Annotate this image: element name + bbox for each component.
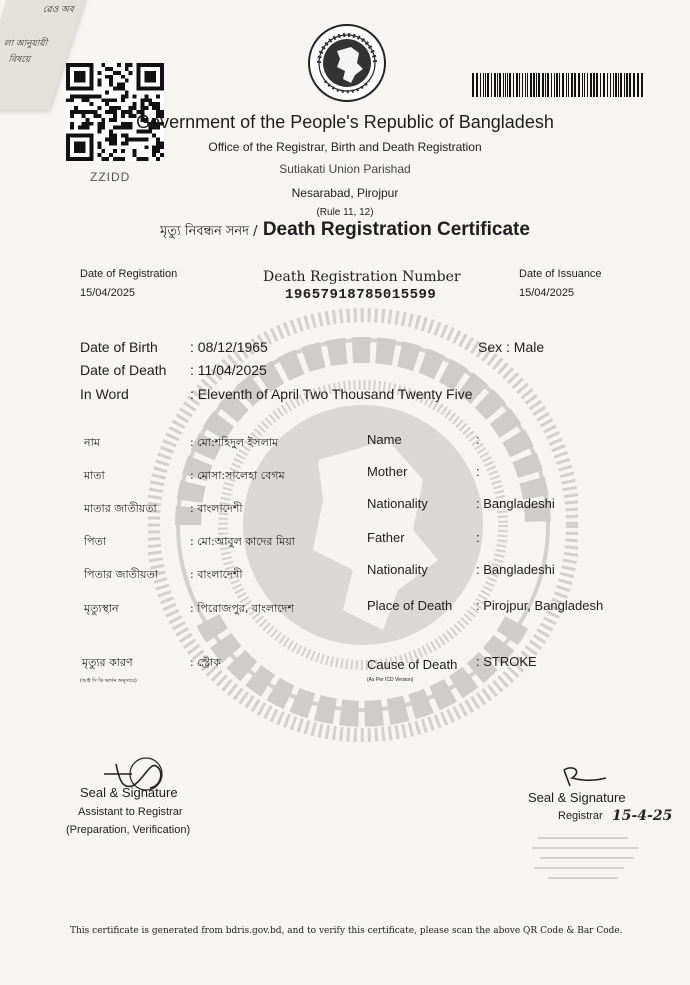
field-bn-value: : মো:শহিদুল ইসলাম [190, 436, 279, 449]
handwritten-date: 15-4-25 [612, 808, 673, 824]
fold-text: লা আনুযায়ী [2, 38, 50, 48]
date-of-death-value: : 11/04/2025 [190, 362, 267, 378]
field-en-label: Name [367, 432, 402, 447]
certificate-title-en: Death Registration Certificate [262, 219, 530, 240]
date-of-issuance-value: 15/04/2025 [519, 287, 575, 299]
cause-bn-value: : স্ট্রোক [190, 656, 221, 669]
date-of-death-label: Date of Death [80, 362, 167, 378]
field-en-value: : Bangladeshi [476, 496, 555, 511]
fold-text: বিষয়ে [7, 54, 33, 64]
registration-number-label: Death Registration Number [263, 269, 461, 285]
date-of-registration-label: Date of Registration [80, 268, 178, 280]
field-en-label: Nationality [367, 496, 428, 511]
rule-reference: (Rule 11, 12) [316, 207, 374, 218]
field-en-value: : Bangladeshi [476, 562, 555, 577]
field-bn-value: : মো:আবুল কাদের মিয়া [190, 535, 295, 548]
cause-en-value: : STROKE [476, 654, 537, 669]
certificate-title [40, 219, 650, 243]
field-bn-value: : পিরোজপুর, বাংলাদেশ [190, 602, 294, 615]
faded-stamp-icon [528, 832, 648, 884]
fold-text: ৱেও অব [42, 4, 77, 14]
registration-number-value: 19657918785015599 [285, 287, 437, 303]
field-en-label: Place of Death [367, 598, 453, 613]
left-seal-role: Assistant to Registrar [78, 806, 183, 818]
field-bn-label: পিতা [84, 535, 107, 548]
government-title: Government of the People's Republic of Bangladesh [136, 112, 554, 132]
field-en-label: Nationality [367, 562, 428, 577]
cause-bn-label: মৃত্যুর কারণ [82, 656, 133, 669]
qr-caption: ZZIDD [90, 170, 131, 184]
field-bn-value: : বাংলাদেশী [190, 568, 243, 581]
field-bn-value: : বাংলাদেশী [190, 502, 243, 515]
government-seal-icon [307, 23, 387, 103]
barcode-icon[interactable] [472, 73, 644, 97]
sex-value: Sex : Male [478, 339, 545, 355]
signature-right-icon [556, 762, 616, 792]
left-seal-title: Seal & Signature [80, 785, 178, 800]
in-word-value: : Eleventh of April Two Thousand Twenty Five [190, 386, 473, 402]
office-title: Office of the Registrar, Birth and Death Registration [208, 140, 482, 154]
in-word-label: In Word [80, 386, 129, 402]
date-of-birth-label: Date of Birth [80, 339, 158, 355]
date-of-registration-value: 15/04/2025 [80, 287, 136, 299]
field-en-value: : [476, 464, 480, 479]
footer-note: This certificate is generated from bdris.gov.bd, and to verify this certificate, please scan the above QR Code & Bar Code. [70, 926, 623, 936]
date-of-issuance-label: Date of Issuance [519, 268, 602, 280]
location: Nesarabad, Pirojpur [291, 186, 399, 200]
cause-bn-note: (আই সি ডি ভার্সন অনুসারে) [80, 678, 137, 684]
field-en-label: Father [367, 530, 405, 545]
union-name: Sutiakati Union Parishad [279, 162, 411, 176]
right-seal-role: Registrar [558, 810, 603, 822]
field-en-value: : Pirojpur, Bangladesh [476, 598, 604, 613]
field-bn-label: পিতার জাতীয়তা [84, 568, 158, 581]
field-en-value: : [476, 530, 480, 545]
certificate-title-bn: মৃত্যু নিবন্ধন সনদ / [160, 224, 258, 239]
date-of-birth-value: : 08/12/1965 [190, 339, 268, 355]
field-bn-label: নাম [84, 436, 100, 449]
field-bn-label: মৃত্যুস্থান [84, 602, 119, 615]
field-bn-label: মাতার জাতীয়তা [84, 502, 157, 515]
field-en-label: Mother [367, 464, 408, 479]
field-bn-value: : মোসা:সালেহা বেগম [190, 469, 285, 482]
cause-en-label: Cause of Death [367, 657, 458, 672]
left-seal-sub: (Preparation, Verification) [66, 824, 191, 836]
field-en-value: : [476, 432, 480, 447]
field-bn-label: মাতা [84, 469, 105, 482]
right-seal-title: Seal & Signature [528, 790, 626, 805]
cause-en-note: (As Per ICD Version) [367, 677, 414, 683]
